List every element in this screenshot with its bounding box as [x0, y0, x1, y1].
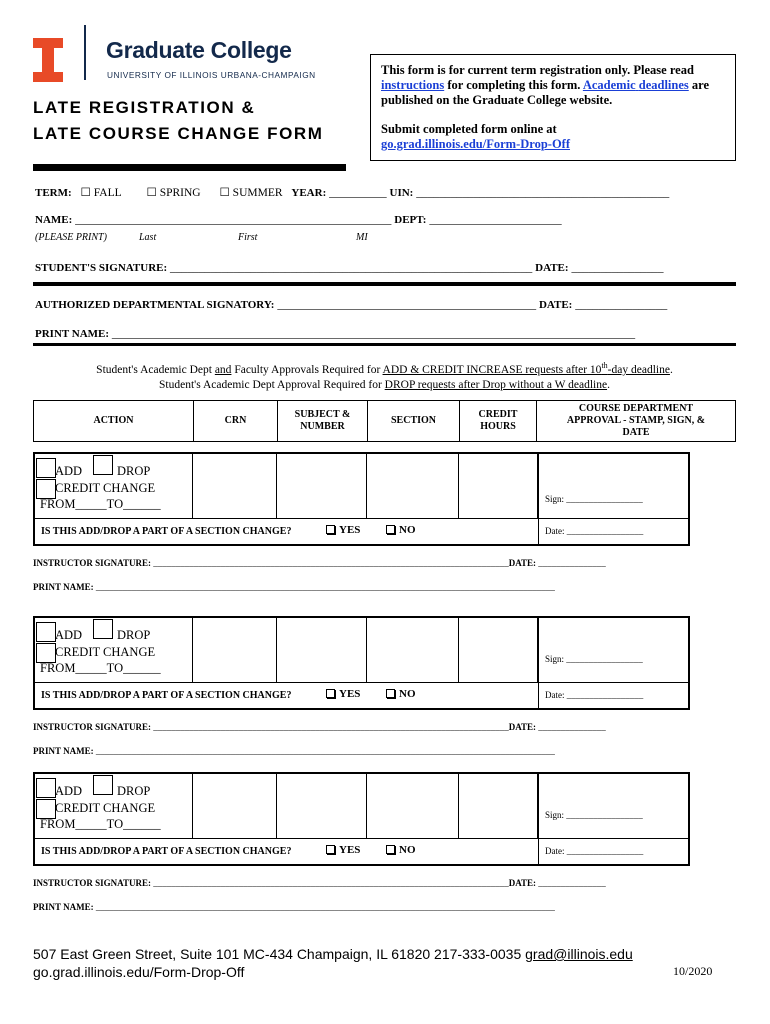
notice-text: Faculty Approvals Required for — [234, 363, 381, 376]
credit-hours-cell[interactable] — [459, 454, 538, 518]
credit-change-label: CREDIT CHANGE — [55, 645, 156, 659]
crn-cell[interactable] — [193, 618, 277, 682]
yes-label: YES — [339, 688, 361, 700]
yes-checkbox[interactable] — [326, 689, 335, 698]
action-cell — [35, 454, 193, 518]
section-change-question: IS THIS ADD/DROP A PART OF A SECTION CHANGE? — [41, 690, 292, 701]
no-checkbox[interactable] — [386, 525, 395, 534]
instructor-print-name-label: PRINT NAME: — [33, 902, 94, 912]
footer-email-link[interactable]: grad@illinois.edu — [525, 946, 633, 962]
instructor-signature-field[interactable]: _______________________________________________________________________________ — [153, 878, 509, 888]
please-print: (PLEASE PRINT) — [35, 232, 107, 243]
uin-field[interactable]: ____________________________________________ — [416, 187, 670, 199]
instructor-signature-row — [33, 722, 683, 732]
year-label: YEAR: — [291, 187, 327, 199]
no-option[interactable] — [386, 688, 416, 700]
notice-text: Student's Academic Dept — [96, 363, 212, 376]
no-checkbox[interactable] — [386, 845, 395, 854]
header-action: ACTION — [34, 401, 194, 441]
instructor-date-field[interactable]: _______________ — [538, 558, 606, 568]
yes-option[interactable] — [326, 524, 360, 536]
drop-checkbox[interactable] — [93, 455, 113, 475]
instructor-signature-field[interactable]: _______________________________________________________________________________ — [153, 558, 509, 568]
course-block — [33, 616, 690, 710]
section-change-question: IS THIS ADD/DROP A PART OF A SECTION CHANGE? — [41, 526, 292, 537]
academic-deadlines-link[interactable] — [583, 78, 689, 92]
logo-divider — [84, 25, 86, 80]
section-change-question-row — [35, 518, 538, 544]
credit-change-label: CREDIT CHANGE — [55, 481, 156, 495]
instructor-print-name-label: PRINT NAME: — [33, 746, 94, 756]
notice-and: and — [214, 363, 232, 376]
info-text: This form is for current term registration only. Please read — [381, 63, 694, 77]
instructor-date-label: DATE: — [508, 722, 537, 732]
yes-checkbox[interactable] — [326, 525, 335, 534]
notice-text: Student's Academic Dept Approval Required for — [159, 378, 382, 391]
instructor-print-name-field[interactable]: ______________________________________________________________________________________________________ — [95, 582, 555, 592]
drop-label: DROP — [117, 784, 151, 798]
print-name-field[interactable]: ___________________________________________________________________________________________ — [111, 328, 636, 340]
department-approval-cell[interactable] — [538, 618, 688, 708]
print-name-row — [35, 328, 635, 340]
student-date-label: DATE: — [535, 262, 569, 274]
credit-hours-cell[interactable] — [459, 774, 538, 838]
drop-label: DROP — [117, 464, 151, 478]
section-cell[interactable] — [367, 618, 459, 682]
authorized-date-label: DATE: — [538, 299, 573, 311]
dept-label: DEPT: — [394, 214, 427, 226]
instructor-print-name-row — [33, 582, 683, 592]
title-underline-bar — [33, 164, 346, 171]
instructor-print-name-field[interactable]: ______________________________________________________________________________________________________ — [95, 746, 555, 756]
header-section: SECTION — [368, 401, 460, 441]
form-drop-off-link[interactable]: go.grad.illinois.edu/Form-Drop-Off — [381, 137, 571, 151]
yes-checkbox[interactable] — [326, 845, 335, 854]
fall-option[interactable]: ☐ FALL — [80, 187, 122, 199]
approval-sign-line[interactable]: Sign: _________________ — [545, 810, 643, 820]
approval-date-line[interactable]: Date: _________________ — [545, 526, 644, 536]
instructor-signature-label: INSTRUCTOR SIGNATURE: — [33, 878, 151, 888]
section-divider — [33, 343, 736, 346]
drop-checkbox[interactable] — [93, 775, 113, 795]
notice-add-credit — [382, 361, 670, 376]
student-signature-field[interactable]: _______________________________________________________________ — [170, 262, 533, 274]
footer-address-line — [33, 946, 633, 962]
notice-line-2: Student's Academic Dept Approval Required for DROP requests after Drop without a W deadline. — [159, 378, 610, 391]
credit-change-checkbox[interactable] — [36, 643, 56, 663]
authorized-signatory-field[interactable]: _____________________________________________ — [277, 299, 537, 311]
instructor-date-label: DATE: — [508, 878, 537, 888]
student-date-field[interactable]: ________________ — [571, 262, 664, 274]
college-name: Graduate College — [106, 37, 292, 63]
spring-label: SPRING — [159, 187, 201, 199]
print-name-label: PRINT NAME: — [35, 328, 110, 340]
last-caption: Last — [139, 232, 157, 243]
instructor-signature-field[interactable]: _______________________________________________________________________________ — [153, 722, 509, 732]
name-row — [35, 214, 562, 226]
approval-sign-line[interactable]: Sign: _________________ — [545, 494, 643, 504]
subject-number-cell[interactable] — [277, 774, 367, 838]
link-text[interactable]: deadlines — [638, 78, 689, 92]
term-label: TERM: — [35, 187, 72, 199]
credit-change-checkbox[interactable] — [36, 479, 56, 499]
instructor-signature-label: INSTRUCTOR SIGNATURE: — [33, 558, 151, 568]
header-crn: CRN — [194, 401, 278, 441]
yes-option[interactable] — [326, 844, 360, 856]
instructor-date-field[interactable]: _______________ — [538, 722, 606, 732]
info-text: are published on the Graduate College website. — [381, 78, 710, 107]
instructor-signature-row — [33, 878, 683, 888]
notice-text: ADD & CREDIT INCREASE requests after 10 — [382, 363, 602, 376]
section-change-question: IS THIS ADD/DROP A PART OF A SECTION CHANGE? — [41, 846, 292, 857]
approval-notice — [33, 358, 736, 393]
crn-cell[interactable] — [193, 774, 277, 838]
from-to-field[interactable]: FROM_____TO______ — [40, 497, 161, 511]
name-label: NAME: — [35, 214, 73, 226]
add-checkbox[interactable] — [36, 622, 56, 642]
approval-date-line[interactable]: Date: _________________ — [545, 846, 644, 856]
department-approval-cell[interactable] — [538, 454, 688, 544]
no-option[interactable] — [386, 844, 416, 856]
instructor-print-name-row — [33, 902, 683, 912]
action-cell — [35, 774, 193, 838]
instructions-link[interactable]: instructions — [381, 78, 445, 92]
summer-label: SUMMER — [232, 187, 283, 199]
no-label: NO — [399, 688, 416, 700]
instructor-print-name-field[interactable]: ______________________________________________________________________________________________________ — [95, 902, 555, 912]
section-cell[interactable] — [367, 454, 459, 518]
first-caption: First — [238, 232, 258, 243]
year-field[interactable]: __________ — [329, 187, 387, 199]
subject-number-cell[interactable] — [277, 618, 367, 682]
instructor-signature-row — [33, 558, 683, 568]
action-cell — [35, 618, 193, 682]
from-to-field[interactable]: FROM_____TO______ — [40, 661, 161, 675]
info-paragraph-1 — [381, 63, 725, 108]
notice-text: -day deadline — [607, 363, 670, 376]
from-to-field[interactable]: FROM_____TO______ — [40, 817, 161, 831]
approval-date-line[interactable]: Date: _________________ — [545, 690, 644, 700]
section-divider — [33, 282, 736, 286]
instructor-print-name-label: PRINT NAME: — [33, 582, 94, 592]
form-title-line1: LATE REGISTRATION & — [33, 98, 256, 117]
uin-label: UIN: — [389, 187, 414, 199]
summer-option[interactable]: ☐ SUMMER — [219, 187, 283, 199]
notice-superscript: th — [601, 361, 608, 370]
approval-sign-line[interactable]: Sign: _________________ — [545, 654, 643, 664]
section-change-question-row — [35, 682, 538, 708]
department-approval-cell[interactable] — [538, 774, 688, 864]
approval-divider — [539, 518, 689, 519]
yes-label: YES — [339, 524, 361, 536]
spring-option[interactable]: ☐ SPRING — [146, 187, 201, 199]
fall-label: FALL — [93, 187, 122, 199]
drop-label: DROP — [117, 628, 151, 642]
student-signature-label: STUDENT'S SIGNATURE: — [35, 262, 168, 274]
authorized-signatory-row — [35, 299, 667, 311]
header-department-approval: COURSE DEPARTMENT APPROVAL - STAMP, SIGN, & DATE — [566, 403, 706, 438]
form-title-line2: LATE COURSE CHANGE FORM — [33, 124, 324, 143]
info-box — [370, 54, 736, 161]
footer-url[interactable]: go.grad.illinois.edu/Form-Drop-Off — [33, 964, 245, 980]
instructor-date-label: DATE: — [508, 558, 537, 568]
course-block — [33, 772, 690, 866]
header-subject-number: SUBJECT & NUMBER — [278, 401, 368, 441]
crn-cell[interactable] — [193, 454, 277, 518]
credit-hours-cell[interactable] — [459, 618, 538, 682]
drop-checkbox[interactable] — [93, 619, 113, 639]
footer-address: 507 East Green Street, Suite 101 MC-434 Champaign, IL 61820 217-333-0035 — [33, 946, 522, 962]
no-label: NO — [399, 524, 416, 536]
no-checkbox[interactable] — [386, 689, 395, 698]
authorized-date-field[interactable]: ________________ — [575, 299, 668, 311]
credit-change-label: CREDIT CHANGE — [55, 801, 156, 815]
authorized-signatory-label: AUTHORIZED DEPARTMENTAL SIGNATORY: — [35, 299, 275, 311]
approval-divider — [539, 838, 689, 839]
section-cell[interactable] — [367, 774, 459, 838]
instructor-print-name-row — [33, 746, 683, 756]
approval-divider — [539, 682, 689, 683]
notice-drop: DROP requests after Drop without a W deadline — [384, 378, 608, 391]
course-block — [33, 452, 690, 546]
credit-change-checkbox[interactable] — [36, 799, 56, 819]
subject-number-cell[interactable] — [277, 454, 367, 518]
info-text: for completing this form. — [447, 78, 581, 92]
illinois-block-i-logo — [33, 38, 63, 82]
term-row — [35, 185, 669, 199]
dept-field[interactable]: _______________________ — [429, 214, 562, 226]
university-name: UNIVERSITY OF ILLINOIS URBANA-CHAMPAIGN — [107, 70, 316, 80]
instructor-date-field[interactable]: _______________ — [538, 878, 606, 888]
student-signature-row — [35, 262, 663, 274]
header-credit-hours: CREDIT HOURS — [460, 401, 537, 441]
name-field[interactable]: _______________________________________________________ — [75, 214, 392, 226]
revision-date: 10/2020 — [673, 964, 713, 978]
yes-option[interactable] — [326, 688, 360, 700]
instructor-signature-label: INSTRUCTOR SIGNATURE: — [33, 722, 151, 732]
section-change-question-row — [35, 838, 538, 864]
submit-text: Submit completed form online at — [381, 122, 557, 136]
mi-caption: MI — [356, 232, 368, 243]
course-table-header — [33, 400, 736, 442]
add-label: ADD — [55, 628, 83, 642]
add-checkbox[interactable] — [36, 458, 56, 478]
add-label: ADD — [55, 784, 83, 798]
no-option[interactable] — [386, 524, 416, 536]
add-label: ADD — [55, 464, 83, 478]
info-paragraph-2 — [381, 122, 725, 152]
link-text[interactable]: Academic — [582, 78, 636, 92]
add-checkbox[interactable] — [36, 778, 56, 798]
notice-line-1: Student's Academic Dept and Faculty Approvals Required for ADD & CREDIT INCREASE requests after 10th-day deadline. — [96, 361, 673, 376]
no-label: NO — [399, 844, 416, 856]
yes-label: YES — [339, 844, 361, 856]
